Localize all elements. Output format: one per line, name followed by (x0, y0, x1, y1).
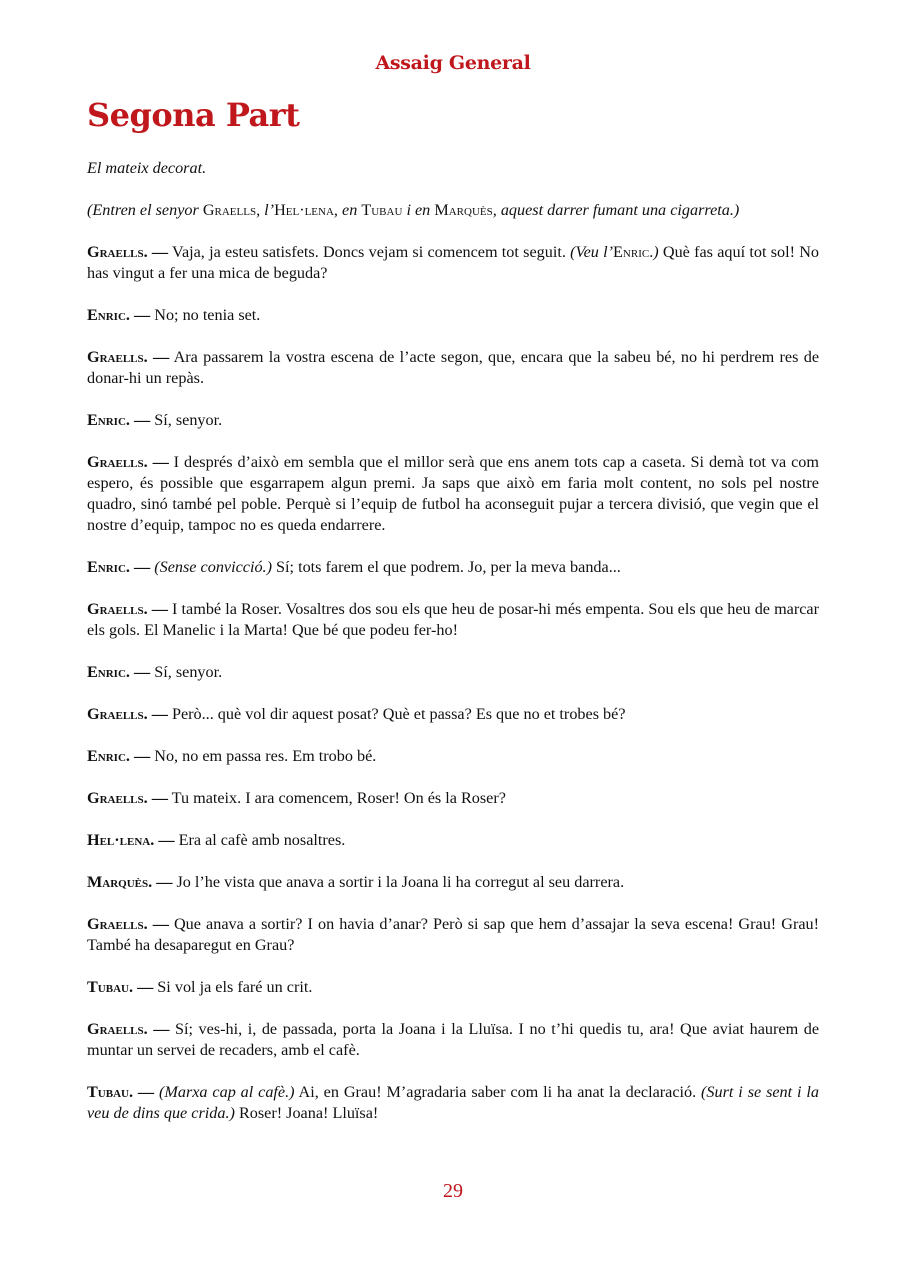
character-name: Graells (202, 201, 257, 219)
speaker-name: Tubau. (87, 978, 134, 996)
page-number: 29 (443, 1180, 463, 1202)
speaker-name: Graells. (87, 1020, 148, 1038)
speaker-name: Graells. (87, 600, 148, 618)
speaker-name: Graells. (87, 243, 148, 261)
speaker-name: Enric. (87, 306, 130, 324)
speaker-name: Marquès. (87, 873, 153, 891)
dialogue-line: Graells. — Però... què vol dir aquest posat? Què et passa? Es que no et trobes bé? (87, 705, 626, 723)
speaker-name: Graells. (87, 348, 148, 366)
dialogue-line: Graells. — Vaja, ja esteu satisfets. Doncs vejam si comencem tot seguit. (Veu l’Enric.) Què fas aquí tot sol! No has vingut a fer una mica de beguda? (87, 243, 820, 282)
part-title: Segona Part (87, 96, 300, 134)
dialogue-line: Marquès. — Jo l’he vista que anava a sortir i la Joana li ha corregut al seu darrera. (87, 873, 625, 891)
speaker-name: Graells. (87, 915, 148, 933)
dialogue-line: Enric. — No; no tenia set. (87, 306, 261, 324)
dialogue-line: Enric. — No, no em passa res. Em trobo bé. (87, 747, 377, 765)
speaker-name: Graells. (87, 705, 148, 723)
speaker-name: Enric. (87, 411, 130, 429)
dialogue-line: Enric. — (Sense convicció.) Sí; tots farem el que podrem. Jo, per la meva banda... (87, 558, 621, 576)
stage-direction: (Sense convicció.) (150, 558, 272, 576)
character-name: Tubau (361, 201, 403, 219)
speaker-name: Enric. (87, 663, 130, 681)
dialogue-line: Enric. — Sí, senyor. (87, 663, 223, 681)
dialogue-line: Graells. — I després d’això em sembla que el millor serà que ens anem tots cap a caseta. Si demà tot va com espero, és possible que esgarrapem algun premi. Ja saps que això em faria molt content, no sols pel nostre quadro, sinó també pel poble. Perquè si l’equip de futbol ha aconseguit pujar a tercera divisió, que vegin que el nostre d’equip, tampoc no es queda endarrere. (87, 453, 819, 534)
speaker-name: Enric. (87, 747, 130, 765)
character-name: Marquès (434, 201, 493, 219)
dialogue-line: Enric. — Sí, senyor. (87, 411, 223, 429)
dialogue-line: Graells. — Tu mateix. I ara comencem, Roser! On és la Roser? (87, 789, 506, 807)
stage-direction-entry: (Entren el senyor Graells, l’Hel·lena, en Tubau i en Marquès, aquest darrer fumant una cigarreta.) (87, 201, 740, 219)
play-text (87, 158, 819, 1145)
dialogue-line: Graells. — Que anava a sortir? I on havia d’anar? Però si sap que hem d’assajar la seva escena! Grau! Grau! També ha desaparegut en Grau? (87, 915, 820, 954)
running-title: Assaig General (375, 52, 531, 74)
dialogue-line: Graells. — I també la Roser. Vosaltres dos sou els que heu de posar-hi més empenta. Sou els que heu de marcar els gols. El Manelic i la Marta! Que bé que podeu fer-ho! (87, 600, 820, 639)
character-name: Hel·lena (274, 201, 334, 219)
stage-direction-set: El mateix decorat. (87, 159, 207, 177)
dialogue-line: Tubau. — (Marxa cap al cafè.) Ai, en Grau! M’agradaria saber com li ha anat la declaració. (Surt i se sent i la veu de dins que crida.) Roser! Joana! Lluïsa! (87, 1083, 819, 1122)
stage-direction: (Marxa cap al cafè.) (154, 1083, 295, 1101)
dialogue-line: Tubau. — Si vol ja els faré un crit. (87, 978, 313, 996)
dialogue-line: Hel·lena. — Era al cafè amb nosaltres. (87, 831, 346, 849)
speaker-name: Hel·lena. (87, 831, 155, 849)
speaker-name: Enric. (87, 558, 130, 576)
dialogue-line: Graells. — Sí; ves-hi, i, de passada, porta la Joana i la Lluïsa. I no t’hi quedis tu, ara! Que aviat haurem de muntar un servei de recaders, amb el cafè. (87, 1020, 820, 1059)
speaker-name: Graells. (87, 453, 148, 471)
dialogue-line: Graells. — Ara passarem la vostra escena de l’acte segon, que, encara que la sabeu bé, no hi perdrem res de donar-hi un repàs. (87, 348, 820, 387)
speaker-name: Tubau. (87, 1083, 134, 1101)
speaker-name: Graells. (87, 789, 148, 807)
stage-direction: (Veu l’Enric.) (570, 243, 659, 261)
stage-direction: (Surt i se sent i la veu de dins que crida.) (87, 1083, 819, 1122)
